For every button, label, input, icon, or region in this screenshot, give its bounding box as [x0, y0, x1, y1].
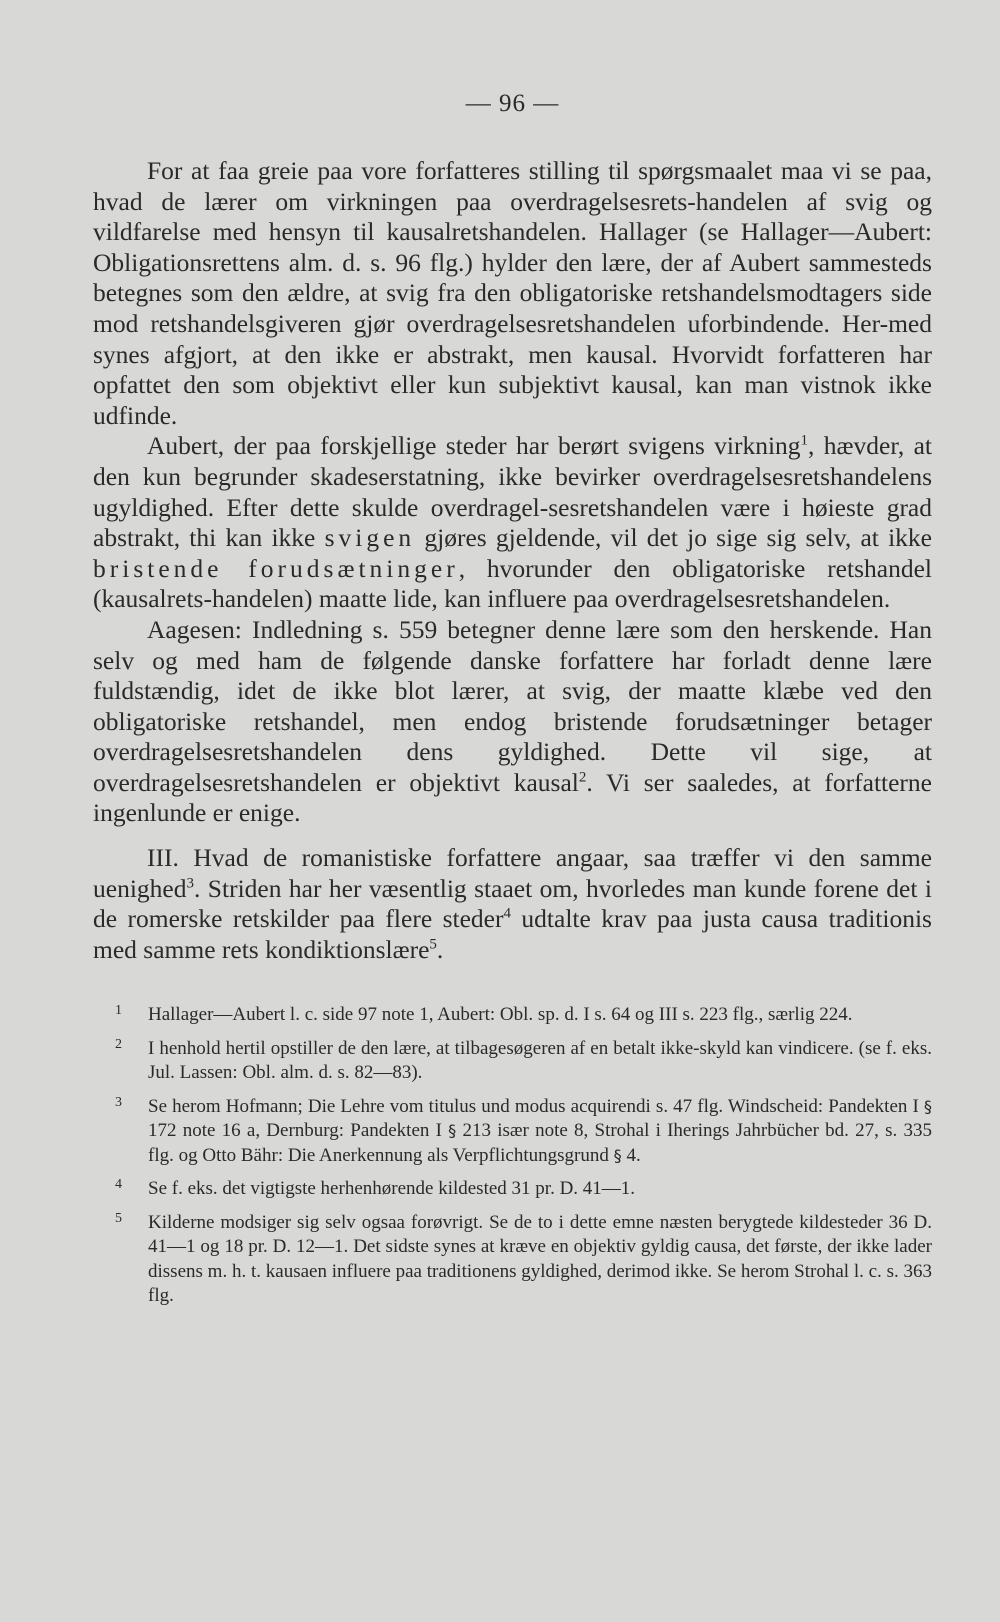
paragraph-2-part-a: Aubert, der paa forskjellige steder har berørt svigens virkning: [147, 431, 801, 461]
emphasis-svigen: svigen: [324, 523, 416, 553]
footnote-number: 5: [115, 1210, 122, 1226]
footnote-text: Kilderne modsiger sig selv ogsaa forøvrigt. Se de to i dette emne næsten berygtede kildesteder 36 D. 41—1 og 18 pr. D. 12—1. Det sidste synes at kræve en objektiv gyldig causa, det første, der ikke lader dissens m. h. t. kausaen influere paa traditionens gyldighed, derimod ikke. Se herom Strohal l. c. s. 363 flg.: [148, 1211, 932, 1307]
footnote-4: [93, 1177, 932, 1202]
paragraph-4-part-a: III. Hvad de romanistiske forfattere angaar, saa træffer vi den samme uenighed: [93, 843, 932, 903]
paragraph-2: [93, 431, 932, 615]
footnote-3: [93, 1095, 932, 1169]
footnote-ref-1[interactable]: 1: [800, 432, 809, 449]
paragraph-2-part-b: , hævder, at den kun begrunder skadeserstatning, ikke bevirker overdragelsesretshandelens ugyldighed. Efter dette skulde overdragel-sesretshandelen være i høieste grad abstrakt, thi kan ikke: [93, 431, 932, 553]
footnote-ref-4[interactable]: 4: [503, 905, 511, 922]
paragraph-3-part-b: . Vi ser saaledes, at forfatterne ingenlunde er enige.: [93, 767, 932, 828]
footnote-text: Hallager—Aubert l. c. side 97 note 1, Aubert: Obl. sp. d. I s. 64 og III s. 223 flg., særlig 224.: [148, 1004, 853, 1026]
section-sign: §: [448, 1121, 457, 1141]
footnote-text-part-a: Se herom Hofmann; Die Lehre vom titulus und modus acquirendi s. 47 flg. Windscheid: Pandekten I: [148, 1095, 924, 1117]
footnote-text-part-b: 172 note 16 a, Dernburg: Pandekten I: [148, 1120, 449, 1142]
paragraph-1: For at faa greie paa vore forfatteres stilling til spørgsmaalet maa vi se paa, hvad de lærer om virkningen paa overdragelsesrets-handelen af svig og vildfarelse med hensyn til kausalretshandelen. Hallager (se Hallager—Aubert: Obligationsrettens alm. d. s. 96 flg.) hylder den lære, der af Aubert sammesteds betegnes som den ældre, at svig fra den obligatoriske retshandelsmodtagers side mod retshandelsgiveren gjør overdragelsesretshandelen uforbindende. Her-med synes afgjort, at den ikke er abstrakt, men kausal. Hvorvidt forfatteren har opfattet den som objektivt eller kun subjektivt kausal, kan man vistnok ikke udfinde.: [93, 156, 932, 430]
paragraph-4-part-d: .: [436, 934, 444, 964]
footnote-2: [93, 1037, 932, 1086]
footnote-text-part-c: 213 især note 8, Strohal i Iherings Jahrbücher bd. 27, s. 335 flg. og Otto Bähr: Die Anerkennung als Verpflichtungsgrund: [148, 1120, 932, 1166]
paragraph-4-part-b: . Striden har her væsentlig staaet om, hvorledes man kunde forene det i de romerske retskilder paa flere steder: [93, 873, 932, 934]
paragraph-4-part-c: udtalte krav paa justa causa traditionis med samme rets kondiktionslære: [93, 904, 932, 964]
footnote-text-part-d: 4.: [621, 1144, 641, 1166]
footnote-text: I henhold hertil opstiller de den lære, at tilbagesøgeren af en betalt ikke-skyld kan vindicere. (se f. eks. Jul. Lassen: Obl. alm. d. s. 82—83).: [148, 1037, 932, 1084]
paragraph-2-part-f: , hvorunder den obligatoriske retshandel (kausalrets-handelen) maatte lide, kan influere paa overdragelsesretshandelen.: [93, 553, 932, 614]
footnote-number: 2: [115, 1036, 122, 1052]
footnote-ref-2[interactable]: 2: [578, 769, 587, 786]
footnote-text: Se f. eks. det vigtigste herhenhørende kildested 31 pr. D. 41—1.: [148, 1178, 636, 1200]
footnote-1: [93, 1003, 932, 1028]
footnotes: [93, 1003, 932, 1309]
paragraph-4: [93, 843, 932, 965]
emphasis-bristende-forudsaetninger: bristende forudsætninger: [93, 553, 459, 583]
section-sign: §: [923, 1096, 932, 1116]
section-sign: §: [613, 1145, 622, 1165]
footnote-ref-3[interactable]: 3: [186, 875, 194, 892]
footnote-ref-5[interactable]: 5: [429, 936, 437, 953]
paragraph-3-part-a: Aagesen: Indledning s. 559 betegner denne lære som den herskende. Han selv og med ham de følgende danske forfattere har forladt denne lære fuldstændig, idet de ikke blot lærer, at svig, der maatte klæbe ved den obligatoriske retshandel, men endog bristende forudsætninger betager overdragelsesretshandelen dens gyldighed. Dette vil sige, at overdragelsesretshandelen er objektivt kausal: [93, 614, 932, 797]
footnote-number: 4: [115, 1177, 122, 1193]
body-text: [93, 156, 932, 965]
paragraph-3: [93, 615, 932, 829]
page-number: — 96 —: [465, 90, 560, 117]
footnote-number: 1: [115, 1003, 122, 1019]
footnote-5: [93, 1211, 932, 1309]
footnote-number: 3: [115, 1094, 122, 1110]
paragraph-2-part-d: gjøres gjeldende, vil det jo sige sig selv, at ikke: [415, 523, 932, 553]
